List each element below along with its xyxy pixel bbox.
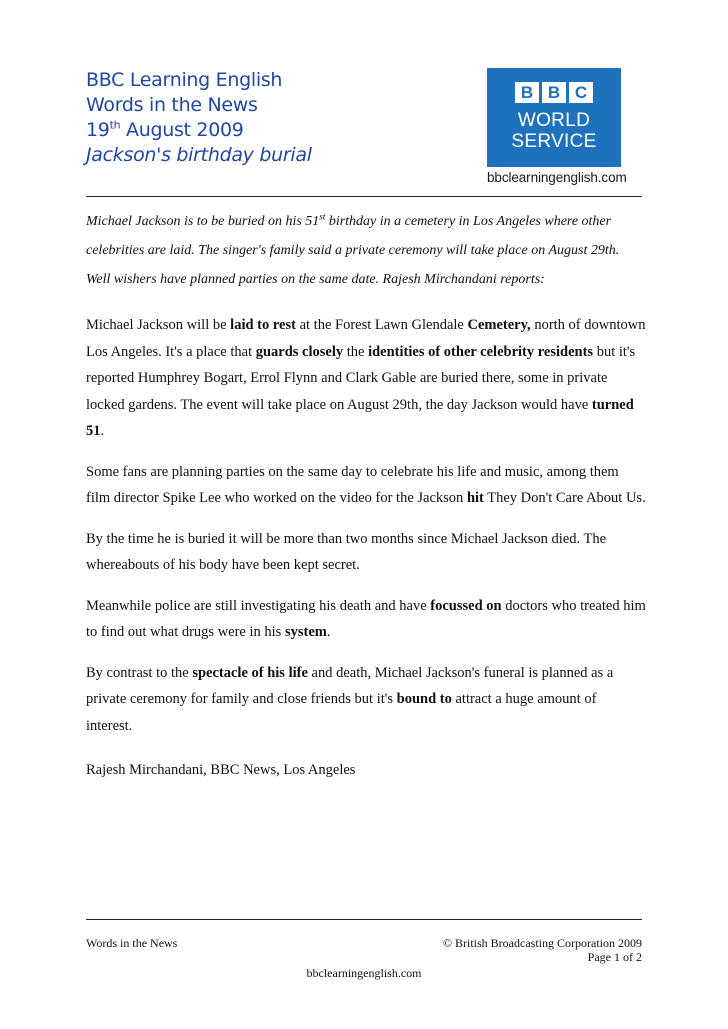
- header-divider: [86, 196, 642, 197]
- vocab-term: bound to: [396, 691, 452, 707]
- body-text: .: [326, 624, 331, 640]
- bbc-letter-b1: B: [515, 82, 539, 103]
- footer-page-number: Page 1 of 2: [587, 950, 642, 964]
- intro-text-2: birthday in a cemetery in Los Angeles where other celebrities are laid. The singer's family said a private ceremony will take place on August 29th. Well wishers have planned parties on the same date. Rajesh Mirchandani reports:: [86, 214, 620, 287]
- body-text: By contrast to the: [86, 664, 193, 681]
- body-paragraph: [86, 660, 646, 740]
- body-paragraph: [86, 312, 646, 445]
- footer-copyright: © British Broadcasting Corporation 2009: [442, 936, 642, 950]
- logo-world-text: WORLD: [517, 110, 591, 131]
- footer-right: [420, 936, 642, 964]
- bbc-blocks: [515, 82, 593, 103]
- body-text: doctors who treated him to find out what drugs were in his: [86, 597, 646, 640]
- body-paragraph: [86, 593, 646, 646]
- bbc-world-service-logo: [487, 68, 621, 167]
- logo-service-text: SERVICE: [511, 131, 597, 152]
- vocab-term: spectacle of his life: [192, 664, 308, 681]
- body-text: Michael Jackson will be: [86, 317, 231, 333]
- reporter-signature: Rajesh Mirchandani, BBC News, Los Angeles: [86, 762, 356, 778]
- vocab-term: identities of other celebrity residents: [368, 343, 594, 360]
- body-text: but it's reported Humphrey Bogart, Errol Flynn and Clark Gable are buried there, some in private locked gardens. The event will take place on August 29th, the day Jackson would have: [86, 343, 636, 413]
- body-text: They Don't Care About Us.: [483, 490, 646, 506]
- body-paragraph: [86, 459, 646, 512]
- intro-text-1: Michael Jackson is to be buried on his 51: [86, 214, 320, 229]
- body-text: By the time he is buried it will be more than two months since Michael Jackson died. The whereabouts of his body have been kept secret.: [86, 530, 607, 573]
- date-rest: August 2009: [120, 119, 244, 141]
- document-header: [86, 68, 486, 168]
- bbc-letter-c: C: [569, 82, 593, 103]
- footer-left: Words in the News: [86, 936, 178, 950]
- vocab-term: guards closely: [255, 343, 344, 360]
- body-paragraph: [86, 526, 646, 579]
- vocab-term: focussed on: [430, 597, 502, 614]
- bbc-letter-b2: B: [542, 82, 566, 103]
- footer-divider: [86, 919, 642, 920]
- series-title: BBC Learning English: [86, 69, 283, 91]
- article-body: [86, 312, 646, 753]
- vocab-term: laid to rest: [230, 317, 296, 333]
- date-day: 19: [86, 119, 110, 141]
- date-suffix: th: [109, 118, 121, 132]
- vocab-term: hit: [466, 490, 484, 506]
- intro-paragraph: [86, 207, 646, 294]
- vocab-term: Cemetery,: [467, 317, 531, 333]
- body-text: Meanwhile police are still investigating his death and have: [86, 597, 431, 614]
- body-text: at the Forest Lawn Glendale: [295, 317, 468, 333]
- intro-superscript: st: [319, 211, 326, 222]
- body-text: north of downtown Los Angeles. It's a place that: [86, 317, 646, 360]
- logo-url: bbclearningenglish.com: [487, 170, 627, 185]
- body-text: Some fans are planning parties on the same day to celebrate his life and music, among them film director Spike Lee who worked on the video for the Jackson: [86, 463, 619, 506]
- article-title: Jackson's birthday burial: [86, 144, 312, 166]
- body-text: and death, Michael Jackson's funeral is planned as a private ceremony for family and close friends but it's: [86, 664, 614, 707]
- body-text: .: [100, 423, 105, 439]
- date-line: [86, 118, 486, 143]
- body-text: attract a huge amount of interest.: [86, 691, 597, 734]
- vocab-term: turned 51: [86, 396, 634, 439]
- series-subtitle: Words in the News: [86, 94, 258, 116]
- footer-url: bbclearningenglish.com: [306, 966, 422, 980]
- vocab-term: system: [284, 624, 327, 640]
- body-text: the: [343, 343, 369, 360]
